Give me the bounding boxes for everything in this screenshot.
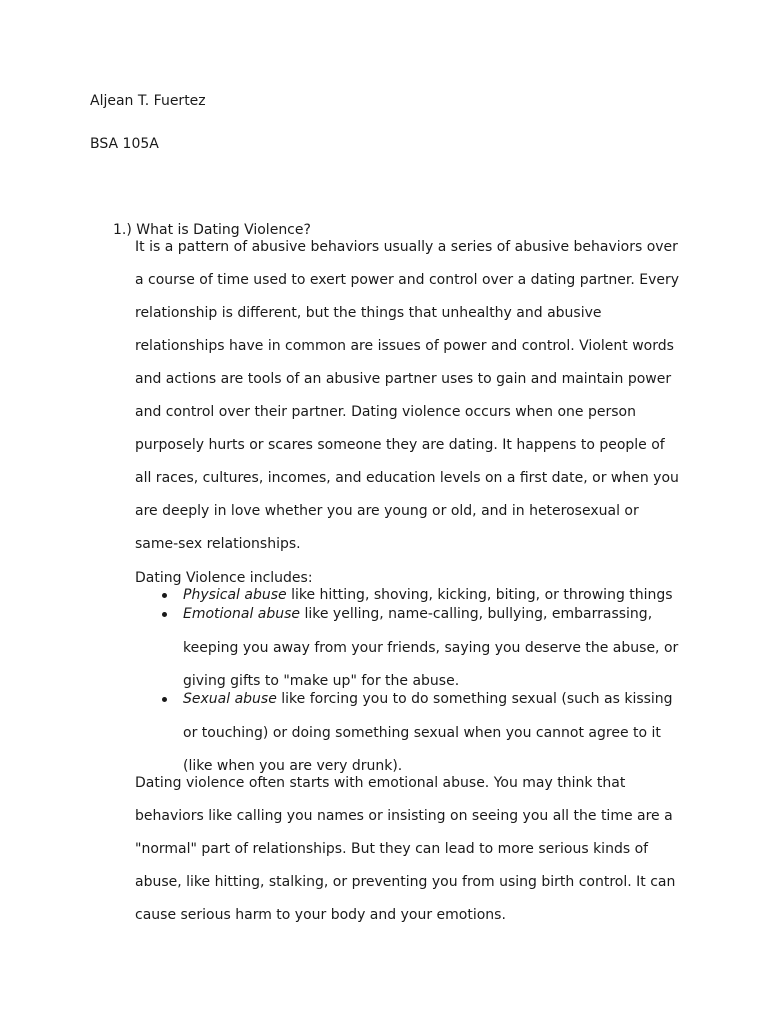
bullet-dot xyxy=(162,612,167,617)
list-item-text: like yelling, name-calling, bullying, embarrassing, xyxy=(300,606,653,622)
paragraph-line: relationship is different, but the things that unhealthy and abusive xyxy=(135,305,602,321)
list-item-continuation: (like when you are very drunk). xyxy=(183,758,403,774)
closing-line: Dating violence often starts with emotional abuse. You may think that xyxy=(135,775,626,791)
paragraph-line: are deeply in love whether you are young or old, and in heterosexual or xyxy=(135,503,639,519)
list-item-term: Sexual abuse xyxy=(183,691,277,707)
includes-label: Dating Violence includes: xyxy=(135,570,313,586)
closing-line: abuse, like hitting, stalking, or preventing you from using birth control. It can xyxy=(135,874,676,890)
list-item-text: like forcing you to do something sexual (such as kissing xyxy=(276,691,673,707)
bullet-dot xyxy=(162,593,167,598)
bullet-dot xyxy=(162,697,167,702)
list-item-term: Physical abuse xyxy=(183,587,287,603)
list-item-text: like hitting, shoving, kicking, biting, or throwing things xyxy=(286,587,673,603)
paragraph-line: It is a pattern of abusive behaviors usually a series of abusive behaviors over xyxy=(135,239,678,255)
list-item-continuation: or touching) or doing something sexual when you cannot agree to it xyxy=(183,725,661,741)
paragraph-line: and control over their partner. Dating violence occurs when one person xyxy=(135,404,636,420)
paragraph-line: same-sex relationships. xyxy=(135,536,301,552)
question-heading: 1.) What is Dating Violence? xyxy=(113,222,311,238)
class-section: BSA 105A xyxy=(90,136,159,152)
list-item-sexual xyxy=(183,690,673,708)
list-item-emotional xyxy=(183,605,652,623)
closing-line: behaviors like calling you names or insisting on seeing you all the time are a xyxy=(135,808,673,824)
closing-line: "normal" part of relationships. But they can lead to more serious kinds of xyxy=(135,841,649,857)
list-item-physical xyxy=(183,586,673,604)
paragraph-line: purposely hurts or scares someone they are dating. It happens to people of xyxy=(135,437,665,453)
paragraph-line: a course of time used to exert power and control over a dating partner. Every xyxy=(135,272,680,288)
author-name: Aljean T. Fuertez xyxy=(90,93,206,109)
paragraph-line: all races, cultures, incomes, and education levels on a first date, or when you xyxy=(135,470,679,486)
closing-line: cause serious harm to your body and your emotions. xyxy=(135,907,506,923)
paragraph-line: and actions are tools of an abusive partner uses to gain and maintain power xyxy=(135,371,672,387)
list-item-continuation: keeping you away from your friends, saying you deserve the abuse, or xyxy=(183,640,679,656)
paragraph-line: relationships have in common are issues of power and control. Violent words xyxy=(135,338,674,354)
list-item-continuation: giving gifts to "make up" for the abuse. xyxy=(183,673,460,689)
list-item-term: Emotional abuse xyxy=(183,606,301,622)
